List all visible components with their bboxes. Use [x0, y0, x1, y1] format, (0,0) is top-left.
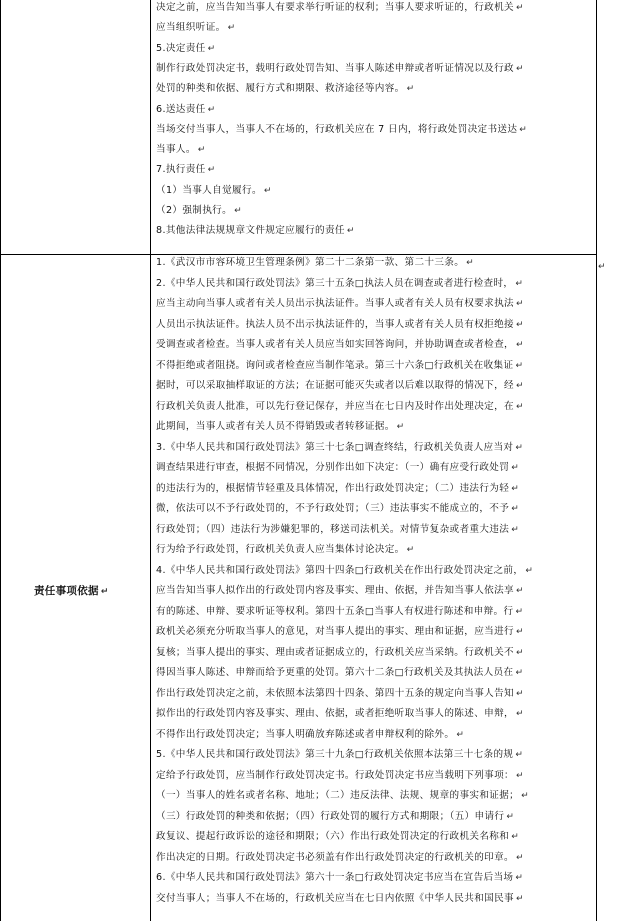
paragraph-mark: ↵ — [515, 709, 524, 719]
text-line-content: 作出行政处罚决定之前，未依照本法第四十四条、第四十五条的规定向当事人告知 — [156, 687, 514, 699]
text-line-content: 2.《中华人民共和国行政处罚法》第三十五条□执法人员在调查或者进行检查时， — [156, 277, 514, 289]
text-line — [156, 729, 464, 741]
text-line-content: 8.其他法律法规规章文件规定应履行的责任 — [156, 225, 345, 237]
paragraph-mark: ↵ — [515, 750, 524, 760]
text-line — [156, 185, 272, 197]
text-line — [156, 606, 523, 618]
paragraph-mark: ↵ — [515, 627, 524, 637]
text-line-content: 当场交付当事人，当事人不在场的，行政机关应在 7 日内，将行政处罚决定书送达 — [156, 123, 518, 135]
text-line-content: 5.决定责任 — [156, 42, 206, 54]
text-line — [156, 360, 523, 372]
text-line — [156, 124, 527, 136]
text-line — [156, 462, 519, 474]
paragraph-mark: ↵ — [515, 278, 524, 289]
text-line-content: 政机关必须充分听取当事人的意见，对当事人提出的事实、理由和证据，应当进行 — [156, 626, 514, 637]
text-line-content: 1.《武汉市市容环境卫生管理条例》第二十二条第一款、第二十三条。 — [156, 257, 465, 268]
paragraph-mark: ↵ — [515, 360, 524, 371]
paragraph-mark: ↵ — [207, 104, 216, 115]
text-line — [156, 164, 216, 176]
text-line-content: 据时，可以采取抽样取证的方法；在证据可能灭失或者以后难以取得的情况下，经 — [156, 380, 514, 391]
text-line — [156, 770, 524, 782]
text-line-content: 应当组织听证。 — [156, 22, 226, 34]
text-line — [156, 749, 523, 761]
paragraph-mark: ↵ — [515, 770, 524, 781]
paragraph-mark: ↵ — [515, 381, 524, 391]
text-line-content: 此期间，当事人或者有关人员不得销毁或者转移证据。 — [156, 421, 395, 432]
paragraph-mark: ↵ — [515, 340, 524, 350]
text-line — [156, 647, 524, 659]
text-line — [156, 319, 524, 331]
text-line-content: 行政机关负责人批准，可以先行登记保存，并应当在七日内及时作出处理决定，在 — [156, 400, 514, 412]
paragraph-mark: ↵ — [511, 832, 520, 842]
text-line — [156, 63, 524, 75]
text-line-content: 作出决定的日期。行政处罚决定书必须盖有作出行政处罚决定的行政机关的印章。 — [156, 851, 514, 863]
paragraph-mark: ↵ — [234, 206, 242, 216]
text-line — [156, 421, 405, 433]
text-line-content: 3.《中华人民共和国行政处罚法》第三十七条□调查终结，行政机关负责人应当对 — [156, 441, 514, 453]
text-line-content: 决定之前，应当告知当事人有要求举行听证的权利；当事人要求听证的，行政机关 — [156, 2, 514, 13]
text-line — [156, 708, 524, 720]
text-line-content: 4.《中华人民共和国行政处罚法》第四十四条□行政机关在作出行政处罚决定之前， — [156, 564, 524, 576]
text-line-content: 复核；当事人提出的事实、理由或者证据成立的，行政机关应当采纳。行政机关不 — [156, 646, 514, 658]
text-line-content: 人员出示执法证件。执法人员不出示执法证件的，当事人或者有关人员有权拒绝接 — [156, 318, 514, 330]
text-line-content: 7.执行责任 — [156, 164, 206, 176]
text-line-content: 的违法行为的，根据情节轻重及具体情况，作出行政处罚决定；（二）违法行为轻 — [156, 482, 510, 494]
text-line — [156, 503, 519, 515]
text-line — [156, 144, 206, 156]
text-line-content: 微，依法可以不予行政处罚的，不予行政处罚；（三）违法事实不能成立的，不予 — [156, 503, 510, 514]
text-line-content: 行政处罚；（四）违法行为涉嫌犯罪的，移送司法机关。对情节复杂或者重大违法 — [156, 523, 510, 535]
text-line — [156, 257, 474, 269]
text-line — [156, 565, 533, 577]
text-line — [156, 83, 415, 95]
text-line — [156, 401, 524, 413]
paragraph-mark: ↵ — [515, 63, 524, 74]
paragraph-mark: ↵ — [515, 893, 524, 904]
text-line — [156, 544, 415, 556]
text-line-content: 调查结果进行审查，根据不同情况，分别作出如下决定：（一）确有应受行政处罚 — [156, 462, 510, 473]
paragraph-mark: ↵ — [515, 299, 524, 309]
text-line-content: 当事人。 — [156, 144, 196, 156]
table-right-border — [596, 0, 597, 921]
table-left-border — [0, 0, 1, 921]
paragraph-mark: ↵ — [515, 668, 524, 678]
paragraph-mark: ↵ — [525, 565, 534, 576]
text-line — [156, 205, 242, 217]
text-line — [156, 22, 236, 34]
text-line-content: 应当告知当事人拟作出的行政处罚内容及事实、理由、依据，并告知当事人依法享 — [156, 585, 514, 596]
text-line-content: 6.《中华人民共和国行政处罚法》第六十一条□行政处罚决定书应当在宣告后当场 — [156, 872, 514, 883]
text-line — [156, 872, 523, 884]
paragraph-mark: ↵ — [197, 145, 206, 156]
table-row-divider — [0, 254, 597, 255]
text-line-content: 政复议、提起行政诉讼的途径和期限；（六）作出行政处罚决定的行政机关名称和 — [156, 831, 510, 842]
text-line-content: （1）当事人自觉履行。 — [156, 184, 262, 196]
paragraph-mark: ↵ — [227, 23, 236, 34]
text-line — [156, 43, 216, 55]
text-line-content: 交付当事人；当事人不在场的，行政机关应当在七日内依照《中华人民共和国民事 — [156, 892, 514, 904]
paragraph-mark: ↵ — [515, 873, 524, 883]
text-line — [156, 688, 524, 700]
paragraph-mark: ↵ — [515, 688, 524, 699]
text-line — [156, 278, 523, 290]
text-line — [156, 104, 216, 116]
paragraph-mark: ↵ — [515, 319, 524, 330]
paragraph-mark: ↵ — [506, 811, 515, 822]
text-line-content: 拟作出的行政处罚内容及事实、理由、依据，或者拒绝听取当事人的陈述、申辩， — [156, 708, 514, 719]
text-line-content: 受调查或者检查。当事人或者有关人员应当如实回答询问，并协助调查或者检查， — [156, 339, 514, 350]
paragraph-mark: ↵ — [511, 524, 520, 535]
responsibility-basis-label: 责任事项依据 ↵ — [34, 585, 109, 597]
text-line-content: 不得作出行政处罚决定；当事人明确放弃陈述或者申辩权利的除外。 — [156, 728, 455, 740]
paragraph-mark: ↵ — [456, 729, 465, 740]
paragraph-mark: ↵ — [207, 43, 216, 54]
text-line — [156, 380, 524, 392]
text-line-content: 5.《中华人民共和国行政处罚法》第三十九条□行政机关依照本法第三十七条的规 — [156, 749, 514, 760]
text-line-content: 行为给予行政处罚，行政机关负责人应当集体讨论决定。 — [156, 544, 405, 555]
paragraph-mark: ↵ — [406, 545, 415, 555]
text-line — [156, 225, 355, 237]
paragraph-mark: ↵ — [511, 463, 520, 473]
paragraph-mark: ↵ — [263, 185, 272, 196]
text-line — [156, 483, 519, 495]
paragraph-mark: ↵ — [515, 401, 524, 412]
text-line — [156, 585, 524, 597]
paragraph-mark: ↵ — [515, 586, 524, 596]
paragraph-mark: ↵ — [519, 124, 528, 135]
paragraph-mark: ↵ — [515, 606, 524, 617]
paragraph-mark: ↵ — [346, 226, 355, 237]
text-line — [156, 298, 524, 310]
text-line-content: 得因当事人陈述、申辩而给予更重的处罚。第六十二条□行政机关及其执法人员在 — [156, 667, 514, 678]
text-line — [156, 339, 524, 351]
text-line — [156, 2, 524, 14]
paragraph-mark: ↵ — [511, 483, 520, 494]
text-line-content: 6.送达责任 — [156, 103, 206, 115]
paragraph-mark: ↵ — [207, 165, 216, 176]
text-line-content: 应当主动向当事人或者有关人员出示执法证件。当事人或者有关人员有权要求执法 — [156, 298, 514, 309]
text-line — [156, 790, 529, 802]
paragraph-mark: ↵ — [515, 442, 524, 453]
text-line — [156, 524, 519, 536]
text-line — [156, 852, 524, 864]
text-line — [156, 667, 523, 679]
text-line — [156, 626, 524, 638]
paragraph-mark: ↵ — [515, 852, 524, 863]
text-line — [156, 811, 514, 823]
paragraph-mark: ↵ — [521, 791, 530, 801]
text-line-content: （一）当事人的姓名或者名称、地址；（二）违反法律、法规、规章的事实和证据； — [156, 790, 520, 801]
text-line-content: 处罚的种类和依据、履行方式和期限、救济途径等内容。 — [156, 83, 405, 95]
paragraph-mark: ↵ — [466, 258, 475, 268]
text-line — [156, 442, 523, 454]
paragraph-mark: ↵ — [598, 262, 606, 272]
paragraph-mark: ↵ — [515, 647, 524, 658]
text-line — [156, 893, 524, 905]
text-line-content: 不得拒绝或者阻挠。询问或者检查应当制作笔录。第三十六条□行政机关在收集证 — [156, 359, 514, 371]
paragraph-mark: ↵ — [406, 84, 415, 95]
paragraph-mark: ↵ — [396, 422, 405, 432]
paragraph-mark: ↵ — [515, 3, 524, 13]
paragraph-mark: ↵ — [511, 504, 520, 514]
table-column-divider — [150, 0, 151, 921]
text-line-content: （三）行政处罚的种类和依据；（四）行政处罚的履行方式和期限；（五）申请行 — [156, 810, 505, 822]
text-line-content: 制作行政处罚决定书，载明行政处罚告知、当事人陈述申辩或者听证情况以及行政 — [156, 62, 514, 74]
text-line — [156, 831, 519, 843]
text-line-content: 有的陈述、申辩、要求听证等权利。第四十五条□当事人有权进行陈述和申辩。行 — [156, 605, 514, 617]
text-line-content: （2）强制执行。 — [156, 205, 233, 216]
text-line-content: 定给予行政处罚，应当制作行政处罚决定书。行政处罚决定书应当载明下列事项： — [156, 769, 514, 781]
